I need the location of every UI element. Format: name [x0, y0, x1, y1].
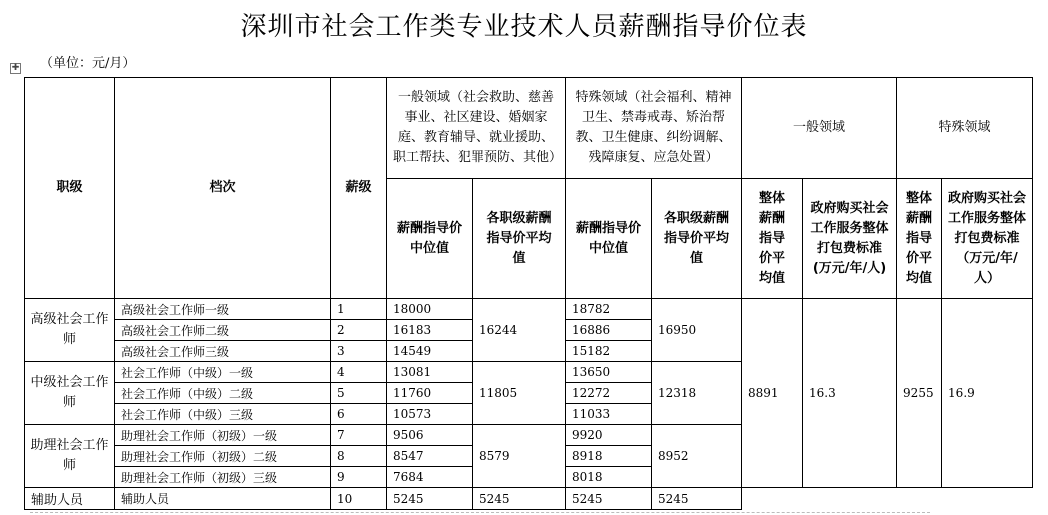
header-special-short: 特殊领域	[897, 78, 1033, 179]
general-gov-standard-cell: 16.3	[803, 299, 897, 488]
grade-cell: 10	[331, 488, 387, 510]
grade-cell: 9	[331, 467, 387, 488]
special-median-cell: 18782	[566, 299, 652, 320]
header-general-domain: 一般领域（社会救助、慈善事业、社区建设、婚姻家庭、教育辅导、就业援助、职工帮扶、犯罪预防、其他）	[387, 78, 566, 179]
header-level: 档次	[115, 78, 331, 299]
special-rank-avg-cell: 8952	[652, 425, 742, 488]
special-median-cell: 8918	[566, 446, 652, 467]
rank-cell: 中级社会工作师	[25, 362, 115, 425]
special-rank-avg-cell: 16950	[652, 299, 742, 362]
rank-cell: 助理社会工作师	[25, 425, 115, 488]
level-cell: 辅助人员	[115, 488, 331, 510]
special-median-cell: 5245	[566, 488, 652, 510]
level-cell: 社会工作师（中级）二级	[115, 383, 331, 404]
level-cell: 高级社会工作师三级	[115, 341, 331, 362]
general-rank-avg-cell: 5245	[473, 488, 566, 510]
table-row	[25, 488, 1033, 510]
special-overall-avg-cell: 9255	[897, 299, 942, 488]
rank-cell: 辅助人员	[25, 488, 115, 510]
general-median-cell: 5245	[387, 488, 473, 510]
general-median-cell: 9506	[387, 425, 473, 446]
page-divider	[30, 512, 930, 513]
special-median-cell: 13650	[566, 362, 652, 383]
special-median-cell: 15182	[566, 341, 652, 362]
level-cell: 社会工作师（中级）一级	[115, 362, 331, 383]
rank-cell: 高级社会工作师	[25, 299, 115, 362]
grade-cell: 6	[331, 404, 387, 425]
general-rank-avg-cell: 8579	[473, 425, 566, 488]
page-title: 深圳市社会工作类专业技术人员薪酬指导价位表	[240, 12, 808, 42]
general-median-cell: 7684	[387, 467, 473, 488]
special-rank-avg-cell: 12318	[652, 362, 742, 425]
header-special-gov-standard: 政府购买社会工作服务整体打包费标准（万元/年/人）	[942, 179, 1033, 299]
grade-cell: 7	[331, 425, 387, 446]
grade-cell: 1	[331, 299, 387, 320]
general-median-cell: 13081	[387, 362, 473, 383]
empty-cell	[742, 488, 1033, 510]
general-median-cell: 18000	[387, 299, 473, 320]
header-grade: 薪级	[331, 78, 387, 299]
level-cell: 社会工作师（中级）三级	[115, 404, 331, 425]
general-overall-avg-cell: 8891	[742, 299, 803, 488]
header-special-rank-avg: 各职级薪酬指导价平均值	[652, 179, 742, 299]
header-general-overall-avg: 整体薪酬指导价平均值	[742, 179, 803, 299]
header-general-rank-avg: 各职级薪酬指导价平均值	[473, 179, 566, 299]
general-median-cell: 10573	[387, 404, 473, 425]
header-special-domain: 特殊领域（社会福利、精神卫生、禁毒戒毒、矫治帮教、卫生健康、纠纷调解、残障康复、应急处置）	[566, 78, 742, 179]
grade-cell: 8	[331, 446, 387, 467]
general-rank-avg-cell: 11805	[473, 362, 566, 425]
level-cell: 高级社会工作师二级	[115, 320, 331, 341]
general-median-cell: 11760	[387, 383, 473, 404]
table-move-handle-icon[interactable]: ✚	[11, 63, 20, 73]
grade-cell: 5	[331, 383, 387, 404]
general-median-cell: 8547	[387, 446, 473, 467]
grade-cell: 2	[331, 320, 387, 341]
special-median-cell: 9920	[566, 425, 652, 446]
special-median-cell: 11033	[566, 404, 652, 425]
special-rank-avg-cell: 5245	[652, 488, 742, 510]
header-general-median: 薪酬指导价中位值	[387, 179, 473, 299]
header-rank: 职级	[25, 78, 115, 299]
grade-cell: 3	[331, 341, 387, 362]
level-cell: 助理社会工作师（初级）一级	[115, 425, 331, 446]
general-median-cell: 16183	[387, 320, 473, 341]
special-median-cell: 16886	[566, 320, 652, 341]
header-special-median: 薪酬指导价中位值	[566, 179, 652, 299]
header-general-gov-standard: 政府购买社会工作服务整体打包费标准(万元/年/人)	[803, 179, 897, 299]
special-gov-standard-cell: 16.9	[942, 299, 1033, 488]
general-median-cell: 14549	[387, 341, 473, 362]
salary-guide-table	[24, 77, 1033, 510]
level-cell: 助理社会工作师（初级）二级	[115, 446, 331, 467]
grade-cell: 4	[331, 362, 387, 383]
special-median-cell: 8018	[566, 467, 652, 488]
header-general-short: 一般领域	[742, 78, 897, 179]
special-median-cell: 12272	[566, 383, 652, 404]
header-special-overall-avg: 整体薪酬指导价平均值	[897, 179, 942, 299]
general-rank-avg-cell: 16244	[473, 299, 566, 362]
level-cell: 助理社会工作师（初级）三级	[115, 467, 331, 488]
level-cell: 高级社会工作师一级	[115, 299, 331, 320]
table-row	[25, 299, 1033, 320]
unit-note: （单位：元/月）	[40, 56, 136, 71]
